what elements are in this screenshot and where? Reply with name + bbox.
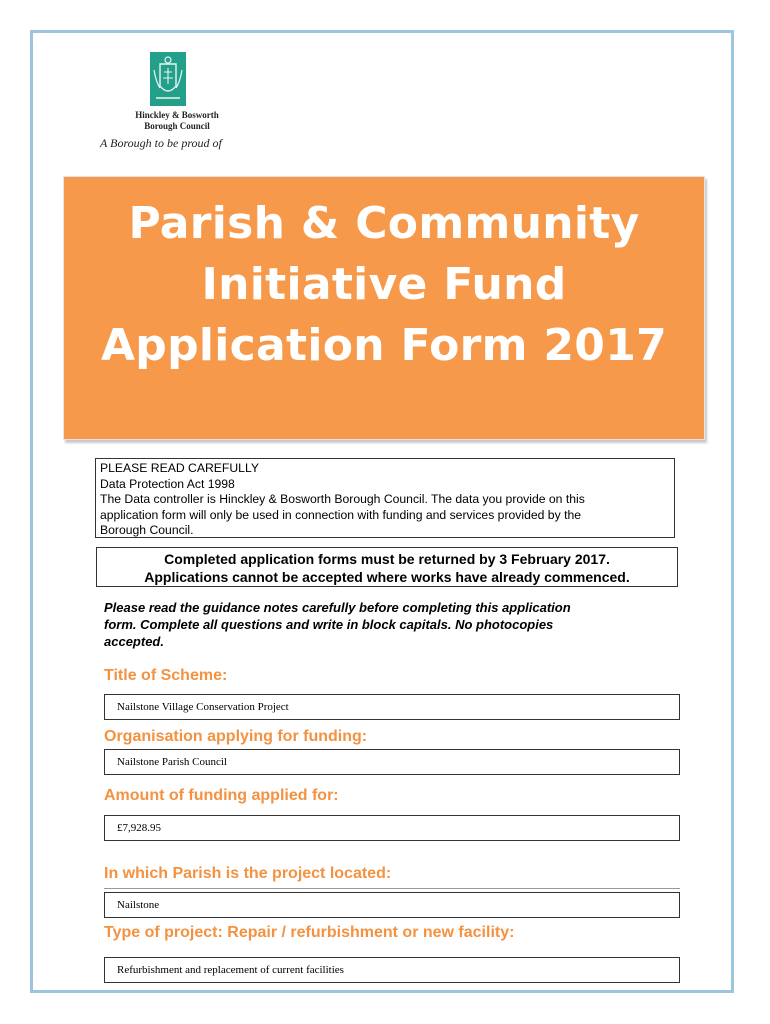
project-type-field[interactable]: Refurbishment and replacement of current facilities [104, 957, 680, 983]
coat-of-arms-icon [150, 52, 186, 106]
amount-field[interactable]: £7,928.95 [104, 815, 680, 841]
guidance-text [104, 599, 674, 650]
deadline-notice [96, 547, 678, 587]
form-title-line-1: Parish & Community [128, 198, 640, 249]
title-of-scheme-field[interactable]: Nailstone Village Conservation Project [104, 694, 680, 720]
data-protection-notice [95, 458, 675, 538]
council-tagline: A Borough to be proud of [100, 136, 222, 150]
parish-field[interactable]: Nailstone [104, 892, 680, 918]
form-title-line-3: Application Form 2017 [100, 320, 668, 371]
notice-act: Data Protection Act 1998 [100, 476, 235, 491]
deadline-line-1: Completed application forms must be returned by 3 February 2017. [164, 551, 610, 567]
guidance-line-2: form. Complete all questions and write in block capitals. No photocopies [104, 617, 554, 632]
notice-heading: PLEASE READ CAREFULLY [100, 461, 259, 475]
form-title-line-2: Initiative Fund [201, 259, 567, 310]
form-title [64, 193, 704, 376]
deadline-line-2: Applications cannot be accepted where works have already commenced. [144, 569, 630, 585]
divider [104, 888, 680, 889]
guidance-line-1: Please read the guidance notes carefully before completing this application [104, 600, 571, 615]
notice-text-2: application form will only be used in connection with funding and services provided by the [100, 507, 582, 522]
council-name: Hinckley & Bosworth Borough Council [135, 110, 219, 131]
guidance-line-3: accepted. [104, 634, 164, 649]
notice-text-1: The Data controller is Hinckley & Bosworth Borough Council. The data you provide on this [100, 492, 585, 506]
notice-text-3: Borough Council. [100, 523, 194, 537]
title-banner [63, 176, 705, 440]
project-type-label: Type of project: Repair / refurbishment or new facility: [104, 924, 515, 941]
council-logo [100, 50, 260, 150]
title-of-scheme-label: Title of Scheme: [104, 667, 228, 684]
parish-label: In which Parish is the project located: [104, 865, 392, 882]
amount-label: Amount of funding applied for: [104, 787, 339, 804]
organisation-field[interactable]: Nailstone Parish Council [104, 749, 680, 775]
organisation-label: Organisation applying for funding: [104, 728, 368, 745]
